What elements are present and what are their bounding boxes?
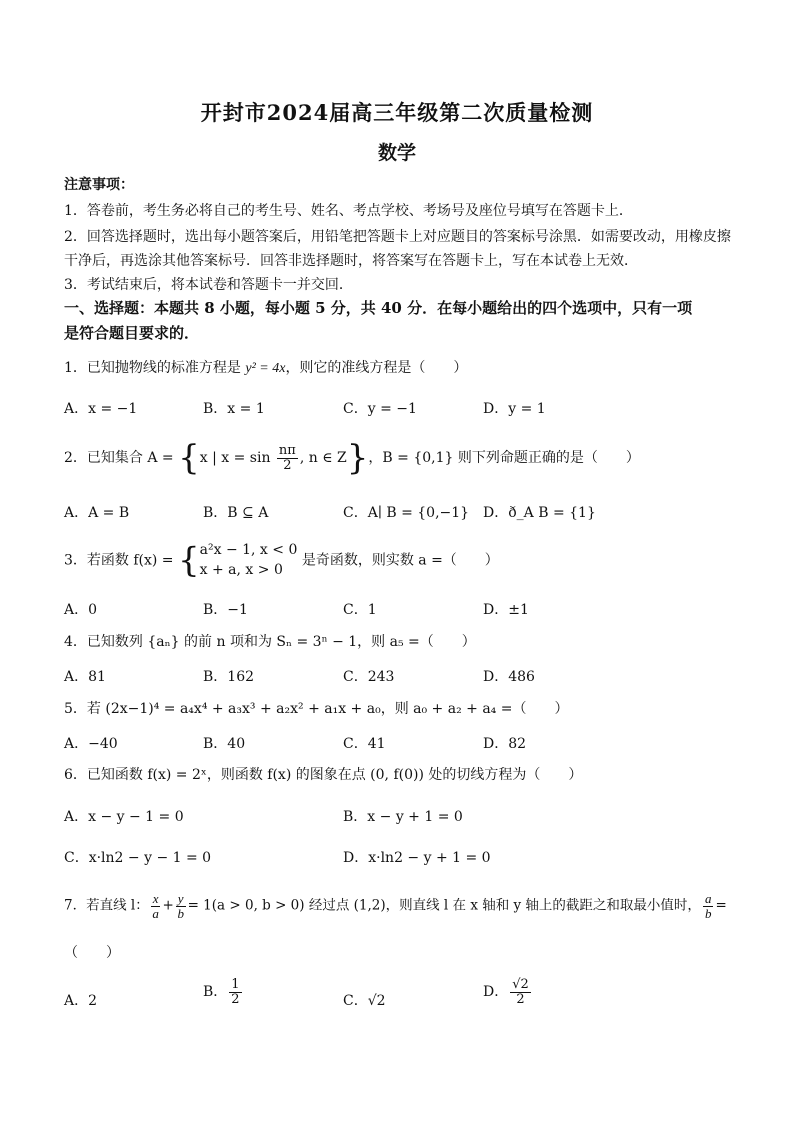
q4-option-c: C．243 (343, 669, 395, 685)
q1-option-c: C．y = −1 (343, 401, 417, 417)
question-1: 1．已知抛物线的标准方程是 y² = 4x，则它的准线方程是（ ） (64, 360, 468, 376)
section-heading: 一、选择题：本题共 8 小题，每小题 5 分，共 40 分．在每小题给出的四个选项中，只有一项 (64, 299, 693, 317)
note-item: 1．答卷前，考生务必将自己的考生号、姓名、考点学校、考场号及座位号填写在答题卡上． (64, 203, 633, 219)
q7-option-b: B． $\frac{1}{2}$ (203, 977, 240, 1007)
q4-option-d: D．486 (483, 669, 535, 685)
q7-option-c: C．√2 (343, 993, 386, 1009)
q7-fraction-a-b: $\frac{a}{b}$ (704, 891, 712, 921)
q7-option-a: A．2 (64, 993, 98, 1009)
q1-option-b: B．x = 1 (203, 401, 265, 417)
note-item: 2．回答选择题时，选出每小题答案后，用铅笔把答题卡上对应题目的答案标号涂黑．如需要改动，用橡皮擦 (64, 229, 731, 245)
q1-option-d: D．y = 1 (483, 401, 546, 417)
notes-heading: 注意事项： (64, 177, 134, 193)
q4-option-b: B．162 (203, 669, 255, 685)
exam-subject: 数学 (377, 142, 416, 164)
q6-option-c: C．x·ln2 − y − 1 = 0 (64, 850, 212, 866)
q3-option-b: B．−1 (203, 602, 248, 618)
q6-option-d: D．x·ln2 − y + 1 = 0 (343, 850, 491, 866)
q2-option-c: C．A∣ B = {0,−1} (343, 505, 470, 521)
q3-piecewise: a²x − 1, x < 0 x + a, x > 0 (199, 542, 298, 579)
question-3: 3．若函数 f(x) = { a²x − 1, x < 0 x + a, x > 0 是奇函数，则实数 a =（ ） (64, 540, 499, 581)
q5-option-a: A．−40 (64, 736, 118, 752)
note-item: 干净后，再选涂其他答案标号．回答非选择题时，将答案写在答题卡上，写在本试卷上无效． (64, 253, 638, 269)
q7-option-b-fraction: $\frac{1}{2}$ (231, 977, 240, 1007)
question-2: 2．已知集合 A = {x | x = sin $\frac{n\pi}{2}$ , n ∈ Z}，B = {0,1} 则下列命题正确的是（ ） (64, 438, 640, 478)
q7-option-d: D． $\frac{√2}{2}$ (483, 977, 529, 1007)
q2-option-a: A．A = B (64, 505, 130, 521)
question-6: 6．已知函数 f(x) = 2ˣ，则函数 f(x) 的图象在点 (0, f(0)) 处的切线方程为（ ） (64, 767, 583, 783)
q1-option-a: A．x = −1 (64, 401, 138, 417)
q1-equation: y² = 4x (245, 361, 286, 376)
question-5: 5．若 (2x−1)⁴ = a₄x⁴ + a₃x³ + a₂x² + a₁x + a₀，则 a₀ + a₂ + a₄ =（ ） (64, 701, 569, 717)
q2-option-d: D．ð_A B = {1} (483, 505, 596, 521)
q5-option-b: B．40 (203, 736, 246, 752)
q3-option-a: A．0 (64, 602, 98, 618)
section-heading-cont: 是符合题目要求的． (64, 324, 200, 342)
q5-option-d: D．82 (483, 736, 527, 752)
q5-option-c: C．41 (343, 736, 386, 752)
q2-option-b: B．B ⊆ A (203, 505, 269, 521)
q6-option-a: A．x − y − 1 = 0 (64, 809, 184, 825)
exam-title: 开封市2024届高三年级第二次质量检测 (200, 100, 594, 125)
question-4: 4．已知数列 {aₙ} 的前 n 项和为 Sₙ = 3ⁿ − 1，则 a₅ =（ ） (64, 634, 476, 650)
q6-option-b: B．x − y + 1 = 0 (343, 809, 463, 825)
q7-answer-blank: （ ） (64, 945, 120, 961)
q7-fraction-y-b: $\frac{y}{b}$ (177, 891, 184, 921)
question-7: 7．若直线 l： $\frac{x}{a}$ + $\frac{y}{b}$ = 1(a > 0, b > 0) 经过点 (1,2)，则直线 l 在 x 轴和 y 轴上的截距之和取最小值时， $\frac{a}{b}$ = (64, 891, 727, 921)
q3-option-d: D．±1 (483, 602, 529, 618)
q2-fraction: $\frac{n\pi}{2}$ (278, 442, 296, 473)
note-item: 3．考试结束后，将本试卷和答题卡一并交回． (64, 277, 353, 293)
q4-option-a: A．81 (64, 669, 106, 685)
q7-fraction-x-a: $\frac{x}{a}$ (152, 891, 159, 921)
q3-option-c: C．1 (343, 602, 377, 618)
q7-option-d-fraction: $\frac{√2}{2}$ (512, 977, 529, 1007)
